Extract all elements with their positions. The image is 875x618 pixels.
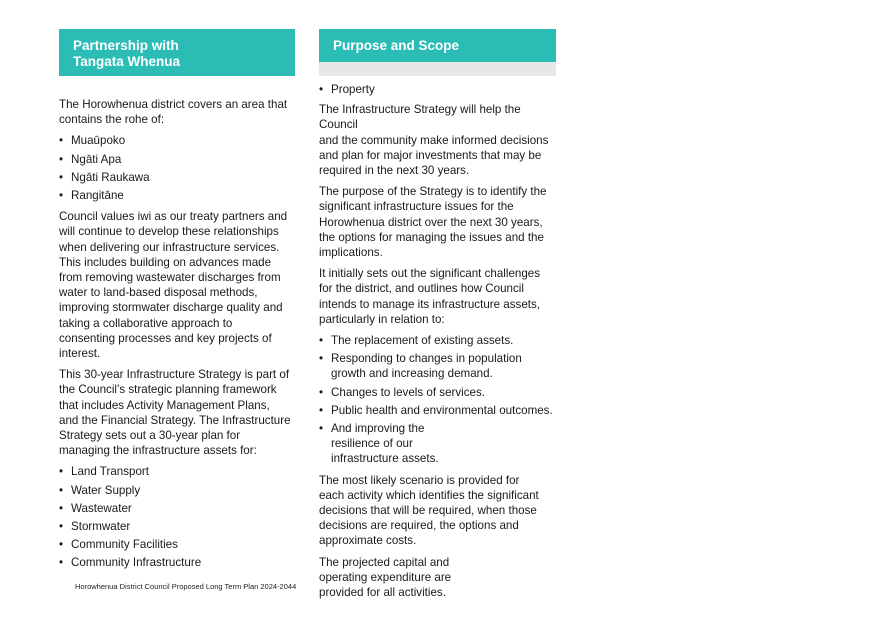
page-footer: Horowhenua District Council Proposed Long Term Plan 2024-2044 xyxy=(75,582,297,591)
intro-paragraph xyxy=(59,97,291,127)
infrastructure-assets-list xyxy=(59,464,291,570)
text-line: the Council’s strategic planning framework xyxy=(59,383,277,397)
text-line: significant infrastructure issues for the xyxy=(319,200,514,214)
section-heading-purpose xyxy=(319,29,556,62)
text-line: The most likely scenario is provided for xyxy=(319,473,520,487)
text-line: Strategy sets out a 30-year plan for xyxy=(59,429,241,443)
list-item: • Ngāti Raukawa xyxy=(59,170,291,185)
text-line: consenting processes and key projects of xyxy=(59,331,272,345)
text-line: will continue to develop these relationships xyxy=(59,225,279,239)
list-item: • Property xyxy=(319,82,559,97)
text-line: taking a collaborative approach to xyxy=(59,316,233,330)
challenges-intro-paragraph xyxy=(319,266,559,327)
section-heading-partnership xyxy=(59,29,295,76)
text-line: intends to manage its infrastructure assets, xyxy=(319,297,541,311)
list-item: • Community Infrastructure xyxy=(59,555,291,570)
heading-text: Purpose and Scope xyxy=(333,38,460,53)
list-item: • Water Supply xyxy=(59,483,291,498)
list-item xyxy=(319,403,559,418)
list-item: • Land Transport xyxy=(59,464,291,479)
text-line: resilience of our xyxy=(331,437,413,451)
heading-line: Partnership with xyxy=(73,38,179,53)
text-line: The purpose of the Strategy is to identify the xyxy=(319,185,547,199)
text-line: improving stormwater discharge quality and xyxy=(59,301,283,315)
text-line: from removing wastewater discharges from xyxy=(59,271,281,285)
text-line: the options for managing the issues and the xyxy=(319,230,544,244)
text-line: This includes building on advances made xyxy=(59,255,272,269)
text-line: and plan for major investments that may be xyxy=(319,148,542,162)
text-line: decisions are required, the options and xyxy=(319,519,519,533)
text-line: required in the next 30 years. xyxy=(319,164,470,178)
text-line: • Public health and environmental outcomes. xyxy=(331,403,553,417)
text-line: • Changes to levels of services. xyxy=(331,385,486,399)
continued-assets-list xyxy=(319,82,559,97)
list-item: • Rangitāne xyxy=(59,188,291,203)
text-line: contains the rohe of: xyxy=(59,113,165,127)
list-item: • Muaūpoko xyxy=(59,133,291,148)
list-item xyxy=(319,385,559,400)
list-item xyxy=(319,351,559,381)
text-line: • Responding to changes in population xyxy=(331,352,522,366)
text-line: The Horowhenua district covers an area that xyxy=(59,98,288,111)
scenario-paragraph xyxy=(319,473,559,549)
text-line: operating expenditure are xyxy=(319,570,452,584)
text-line: and the community make informed decisions xyxy=(319,133,549,147)
text-line: approximate costs. xyxy=(319,534,417,548)
heading-line: Tangata Whenua xyxy=(73,54,181,69)
text-line: It initially sets out the significant challenges xyxy=(319,267,541,281)
strategy-purpose-paragraph xyxy=(319,184,559,260)
text-line: that includes Activity Management Plans, xyxy=(59,398,270,412)
text-line: The projected capital and xyxy=(319,555,450,569)
text-line: particularly in relation to: xyxy=(319,312,445,326)
text-line: Council values iwi as our treaty partners and xyxy=(59,210,288,224)
text-line: when delivering our infrastructure services. xyxy=(59,240,280,254)
text-line: This 30-year Infrastructure Strategy is part of xyxy=(59,368,290,382)
left-column xyxy=(59,97,291,577)
text-line: water to land-based disposal methods, xyxy=(59,286,258,300)
list-item xyxy=(319,421,559,467)
list-item: • Wastewater xyxy=(59,501,291,516)
text-line: infrastructure assets. xyxy=(331,452,439,466)
text-line: • And improving the xyxy=(331,422,425,436)
list-item: • Community Facilities xyxy=(59,537,291,552)
text-line: provided for all activities. xyxy=(319,586,446,600)
text-line: • The replacement of existing assets. xyxy=(331,334,514,348)
list-item xyxy=(319,333,559,348)
text-line: managing the infrastructure assets for: xyxy=(59,444,257,458)
list-item: • Ngāti Apa xyxy=(59,152,291,167)
text-line: interest. xyxy=(59,347,101,361)
right-column xyxy=(319,82,559,606)
strategy-framework-paragraph xyxy=(59,367,291,458)
challenges-list xyxy=(319,333,559,467)
text-line: Horowhenua district over the next 30 years, xyxy=(319,215,543,229)
text-line: implications. xyxy=(319,246,383,260)
iwi-partners-paragraph xyxy=(59,209,291,361)
text-line: The Infrastructure Strategy will help the Council xyxy=(319,103,521,132)
heading-divider-strip xyxy=(319,62,556,76)
text-line: and the Financial Strategy. The Infrastructure xyxy=(59,413,291,427)
text-line: each activity which identifies the significant xyxy=(319,488,539,502)
strategy-help-paragraph xyxy=(319,102,559,178)
rohe-list xyxy=(59,133,291,203)
list-item: • Stormwater xyxy=(59,519,291,534)
text-line: decisions that will be required, when those xyxy=(319,504,537,518)
text-line: growth and increasing demand. xyxy=(331,367,493,381)
text-line: for the district, and outlines how Council xyxy=(319,282,524,296)
expenditure-paragraph xyxy=(319,555,559,601)
